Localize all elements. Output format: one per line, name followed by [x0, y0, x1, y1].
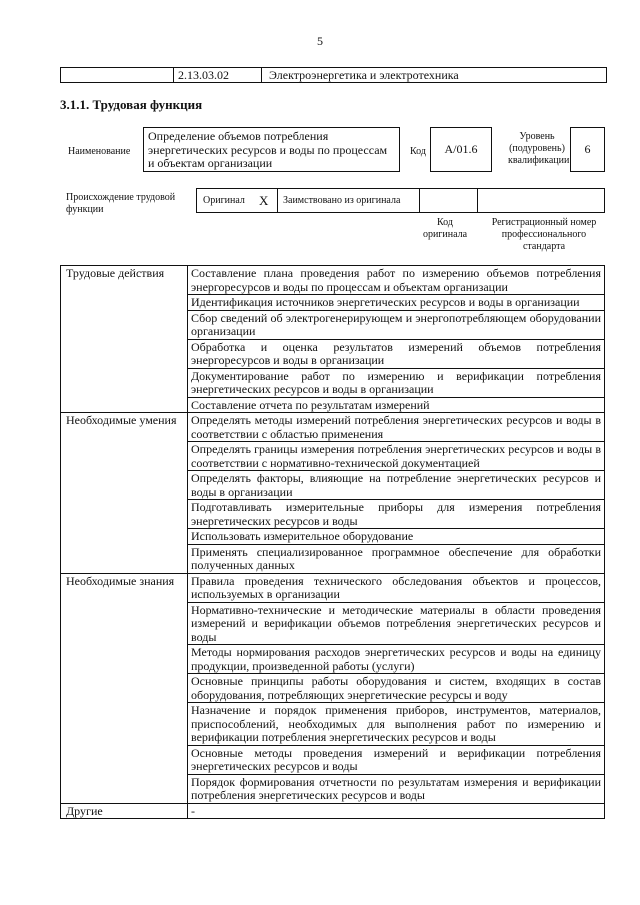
category-cell: Другие [61, 803, 188, 819]
specialty-code: 2.13.03.02 [174, 68, 262, 82]
table-cell: Основные принципы работы оборудования и систем, входящих в состав оборудования, потребляющих энергетические ресурсы и воду [188, 674, 605, 703]
table-cell: Документирование работ по измерению и верификации потребления энергетических ресурсов и воды в организации [188, 368, 605, 397]
table-cell: Правила проведения технического обследования объектов и процессов, используемых в организации [188, 573, 605, 602]
table-cell: Основные методы проведения измерений и верификации потребления энергетических ресурсов и воды [188, 745, 605, 774]
origin-divider [277, 189, 278, 212]
table-cell: Подготавливать измерительные приборы для измерения потребления энергетических ресурсов и воды [188, 500, 605, 529]
page-number: 5 [317, 34, 323, 48]
table-row [61, 573, 605, 602]
table-row [61, 674, 605, 703]
origin-table [196, 188, 605, 213]
table-row [61, 471, 605, 500]
labor-function-table [60, 265, 605, 819]
table-cell: Использовать измерительное оборудование [188, 529, 605, 545]
table-cell: Составление отчета по результатам измерений [188, 397, 605, 413]
category-cell: Необходимые умения [61, 413, 188, 442]
origin-mark: X [259, 192, 269, 208]
table-row [61, 339, 605, 368]
table-cell: Сбор сведений об электрогенерирующем и энергопотребляющем оборудовании организации [188, 310, 605, 339]
table-row [61, 645, 605, 674]
table-row [61, 368, 605, 397]
table-cell: Назначение и порядок применения приборов, инструментов, материалов, приспособлений, необходимых для выполнения работ по измерению и верификации потребления энергетических ресурсов и воды [188, 703, 605, 746]
table-row [61, 442, 605, 471]
specialty-title: Электроэнергетика и электротехника [269, 68, 459, 82]
table-row [61, 397, 605, 413]
table-row [61, 413, 605, 442]
table-row [61, 310, 605, 339]
category-cell: Трудовые действия [61, 266, 188, 295]
table-cell: Методы нормирования расходов энергетических ресурсов и воды на единицу продукции, произведенной работы (услуги) [188, 645, 605, 674]
table-row [61, 745, 605, 774]
origin-borrowed-label: Заимствовано из оригинала [283, 195, 401, 206]
table-cell: Применять специализированное программное обеспечение для обработки полученных данных [188, 544, 605, 573]
category-cell: Необходимые знания [61, 573, 188, 602]
table-row [61, 602, 605, 645]
table-row [61, 803, 605, 819]
origin-divider [419, 189, 420, 212]
table-cell: Порядок формирования отчетности по результатам измерения и верификации потребления энергетических ресурсов и воды [188, 774, 605, 803]
origin-original-label: Оригинал [203, 195, 245, 206]
table-cell: Определять границы измерения потребления энергетических ресурсов и воды в соответствии с нормативно-технической документацией [188, 442, 605, 471]
table-cell: Составление плана проведения работ по измерению объемов потребления энергоресурсов и воды по процессам и объектам организации [188, 266, 605, 295]
code-label: Код [410, 146, 426, 157]
table-row [61, 774, 605, 803]
origin-divider [477, 189, 478, 212]
level-label: Уровень (подуровень) квалификации [508, 131, 570, 166]
table-cell: Определять методы измерений потребления энергетических ресурсов и воды в соответствии с областью применения [188, 413, 605, 442]
reg-number-caption: Регистрационный номер профессионального стандарта [491, 217, 597, 252]
table-row [61, 529, 605, 545]
table-cell: Нормативно-технические и методические материалы в области проведения измерений и верификации объемов потребления энергетических ресурсов и воды [188, 602, 605, 645]
function-code-value: A/01.6 [430, 127, 492, 172]
table-row [61, 266, 605, 295]
qualification-code-row [60, 67, 607, 83]
code-row-empty-cell [61, 68, 174, 82]
table-cell: - [188, 803, 605, 819]
name-label: Наименование [68, 146, 131, 157]
table-cell: Идентификация источников энергетических ресурсов и воды в организации [188, 295, 605, 311]
table-row [61, 703, 605, 746]
table-cell: Определять факторы, влияющие на потребление энергетических ресурсов и воды в организации [188, 471, 605, 500]
table-row [61, 544, 605, 573]
code-original-caption: Код оригинала [422, 217, 468, 240]
section-title: 3.1.1. Трудовая функция [60, 97, 203, 112]
table-row [61, 295, 605, 311]
table-cell: Обработка и оценка результатов измерений объемов потребления энергоресурсов и воды в организации [188, 339, 605, 368]
level-value: 6 [570, 127, 605, 172]
table-row [61, 500, 605, 529]
function-name-value: Определение объемов потребления энергетических ресурсов и воды по процессам и объектам организации [143, 127, 400, 172]
origin-label: Происхождение трудовой функции [66, 192, 176, 215]
